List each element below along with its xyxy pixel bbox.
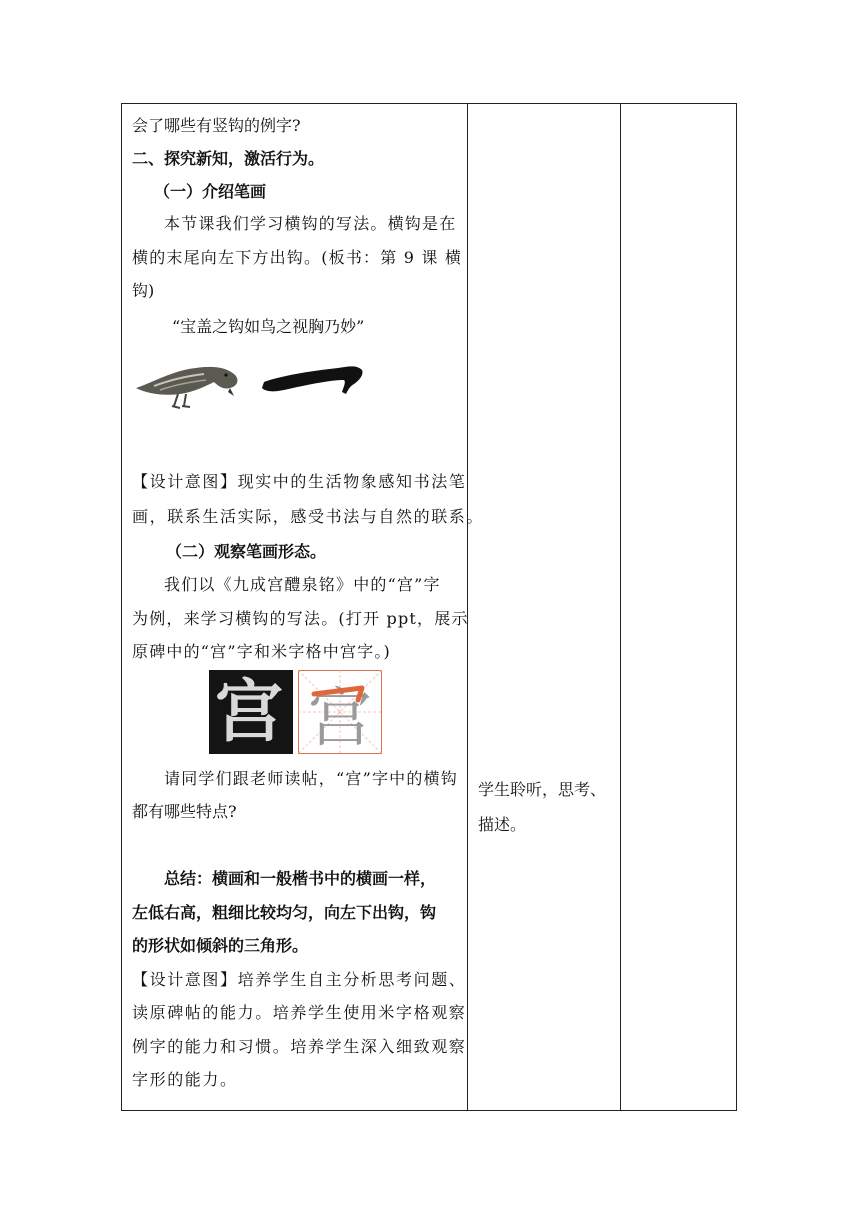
design-intent-line: 读原碑帖的能力。培养学生使用米字格观察 [132, 1003, 467, 1022]
mizige-grid-image [298, 670, 382, 754]
design-intent-line: 字形的能力。 [132, 1070, 238, 1089]
paragraph-line: 请同学们跟老师读帖，“宫”字中的横钩 [164, 769, 458, 788]
summary-line: 左低右高，粗细比较均匀，向左下出钩，钩 [132, 903, 437, 922]
student-activity-line: 描述。 [478, 815, 527, 834]
student-activity-line: 学生聆听，思考、 [478, 780, 607, 799]
student-activity-cell [468, 104, 621, 1110]
subsection-heading: （一）介绍笔画 [154, 182, 267, 201]
design-intent-line: 例字的能力和习惯。培养学生深入细致观察 [132, 1037, 467, 1056]
notes-cell [621, 104, 736, 1110]
heng-gou-stroke-image [260, 360, 364, 400]
paragraph-line: 为例，来学习横钩的写法。(打开 ppt，展示 [132, 609, 469, 628]
paragraph-line: 原碑中的“宫”字和米字格中宫字。) [132, 642, 392, 661]
grid-character: 宫 [308, 682, 372, 754]
design-intent-line: 【设计意图】现实中的生活物象感知书法笔 [132, 472, 467, 491]
paragraph-line: 本节课我们学习横钩的写法。横钩是在 [164, 214, 457, 233]
design-intent-line: 画，联系生活实际，感受书法与自然的联系。 [132, 507, 485, 526]
subsection-heading: （二）观察笔画形态。 [166, 542, 327, 561]
paragraph-line: 我们以《九成宫醴泉铭》中的“宫”字 [164, 575, 441, 594]
text-line: 会了哪些有竖钩的例字? [132, 116, 301, 135]
lesson-table [121, 103, 737, 1111]
rubbing-character: 宫 [215, 672, 284, 752]
paragraph-line: 钩) [132, 281, 155, 300]
paragraph-line: 都有哪些特点? [132, 802, 237, 821]
summary-line: 的形状如倾斜的三角形。 [132, 936, 309, 955]
quote-line: “宝盖之钩如鸟之视胸乃妙” [172, 317, 365, 336]
summary-line: 总结：横画和一般楷书中的横画一样， [164, 869, 437, 888]
design-intent-line: 【设计意图】培养学生自主分析思考问题、 [132, 970, 467, 989]
paragraph-line: 横的末尾向左下方出钩。(板书：第 9 课 横 [132, 248, 463, 267]
teaching-process-cell [122, 104, 485, 1110]
section-heading: 二、探究新知，激活行为。 [132, 149, 325, 168]
bird-image [134, 352, 242, 412]
stele-rubbing-image [209, 670, 293, 754]
